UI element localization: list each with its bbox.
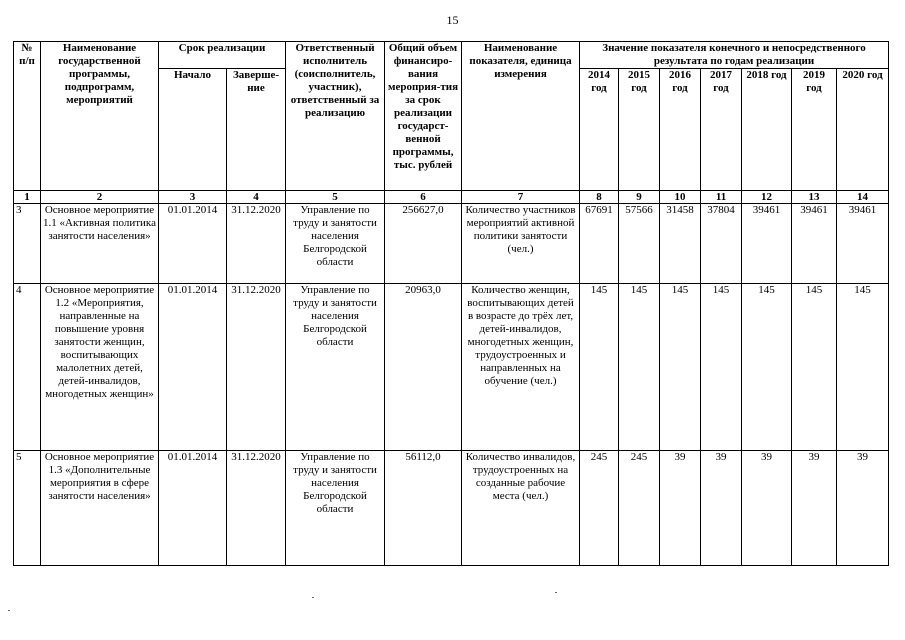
row-indicator: Количество инвалидов, трудоустроенных на созданные рабочие места (чел.) xyxy=(462,451,580,566)
header-indicator: Наименование показателя, единица измерения xyxy=(462,42,580,191)
column-number: 13 xyxy=(792,191,837,204)
row-value: 39 xyxy=(837,451,889,566)
row-indicator: Количество участников мероприятий активной политики занятости (чел.) xyxy=(462,204,580,284)
column-number: 4 xyxy=(227,191,286,204)
column-number: 3 xyxy=(159,191,227,204)
header-end: Заверше-ние xyxy=(227,69,286,191)
header-year: 2016 год xyxy=(660,69,701,191)
row-value: 39461 xyxy=(837,204,889,284)
column-number: 12 xyxy=(742,191,792,204)
row-funding: 20963,0 xyxy=(385,284,462,451)
row-end: 31.12.2020 xyxy=(227,204,286,284)
program-indicators-table xyxy=(13,41,889,566)
scan-speck xyxy=(555,592,557,593)
row-value: 145 xyxy=(742,284,792,451)
column-number: 6 xyxy=(385,191,462,204)
row-funding: 256627,0 xyxy=(385,204,462,284)
scan-speck xyxy=(312,597,314,598)
row-value: 145 xyxy=(701,284,742,451)
header-responsible: Ответственный исполнитель (соисполнитель, участник), ответственный за реализацию xyxy=(286,42,385,191)
column-number: 8 xyxy=(580,191,619,204)
header-funding: Общий объем финансиро-вания мероприя-тия за срок реализации государст-венной программы, тыс. рублей xyxy=(385,42,462,191)
header-num: № п/п xyxy=(14,42,41,191)
row-end: 31.12.2020 xyxy=(227,284,286,451)
column-number: 1 xyxy=(14,191,41,204)
row-value: 145 xyxy=(580,284,619,451)
row-value: 145 xyxy=(792,284,837,451)
row-value: 39 xyxy=(660,451,701,566)
page-number: 15 xyxy=(446,13,459,27)
scan-speck xyxy=(8,610,10,611)
header-year: 2018 год xyxy=(742,69,792,191)
row-value: 39 xyxy=(742,451,792,566)
row-indicator: Количество женщин, воспитывающих детей в возрасте до трёх лет, детей-инвалидов, многодетных женщин, трудоустроенных и направленных на обучение (чел.) xyxy=(462,284,580,451)
column-number: 5 xyxy=(286,191,385,204)
column-number: 11 xyxy=(701,191,742,204)
header-name: Наименование государственной программы, подпрограмм, мероприятий xyxy=(41,42,159,191)
row-start: 01.01.2014 xyxy=(159,284,227,451)
header-year: 2019 год xyxy=(792,69,837,191)
row-value: 145 xyxy=(660,284,701,451)
row-value: 39 xyxy=(701,451,742,566)
row-value: 67691 xyxy=(580,204,619,284)
row-value: 39461 xyxy=(792,204,837,284)
row-value: 31458 xyxy=(660,204,701,284)
table-row xyxy=(14,204,889,284)
header-year: 2017 год xyxy=(701,69,742,191)
column-number: 14 xyxy=(837,191,889,204)
row-name: Основное мероприятие 1.3 «Дополнительные мероприятия в сфере занятости населения» xyxy=(41,451,159,566)
table-row xyxy=(14,451,889,566)
row-value: 245 xyxy=(619,451,660,566)
row-num: 3 xyxy=(14,204,41,284)
column-number: 9 xyxy=(619,191,660,204)
row-value: 145 xyxy=(837,284,889,451)
column-number: 10 xyxy=(660,191,701,204)
row-start: 01.01.2014 xyxy=(159,451,227,566)
row-value: 57566 xyxy=(619,204,660,284)
row-value: 245 xyxy=(580,451,619,566)
row-name: Основное мероприятие 1.2 «Мероприятия, направленные на повышение уровня занятости женщин, воспитывающих малолетних детей, детей-инвалидов, многодетных женщин» xyxy=(41,284,159,451)
header-year: 2014 год xyxy=(580,69,619,191)
row-value: 39 xyxy=(792,451,837,566)
row-responsible: Управление по труду и занятости населения Белгородской области xyxy=(286,284,385,451)
row-start: 01.01.2014 xyxy=(159,204,227,284)
header-term: Срок реализации xyxy=(159,42,286,69)
table-row xyxy=(14,284,889,451)
row-value: 37804 xyxy=(701,204,742,284)
header-values-title: Значение показателя конечного и непосредственного результата по годам реализации xyxy=(580,42,889,69)
row-num: 5 xyxy=(14,451,41,566)
column-number: 2 xyxy=(41,191,159,204)
row-value: 39461 xyxy=(742,204,792,284)
row-name: Основное мероприятие 1.1 «Активная политика занятости населения» xyxy=(41,204,159,284)
row-value: 145 xyxy=(619,284,660,451)
header-year: 2020 год xyxy=(837,69,889,191)
row-responsible: Управление по труду и занятости населения Белгородской области xyxy=(286,204,385,284)
row-num: 4 xyxy=(14,284,41,451)
header-year: 2015 год xyxy=(619,69,660,191)
header-start: Начало xyxy=(159,69,227,191)
column-number: 7 xyxy=(462,191,580,204)
row-end: 31.12.2020 xyxy=(227,451,286,566)
row-responsible: Управление по труду и занятости населения Белгородской области xyxy=(286,451,385,566)
row-funding: 56112,0 xyxy=(385,451,462,566)
